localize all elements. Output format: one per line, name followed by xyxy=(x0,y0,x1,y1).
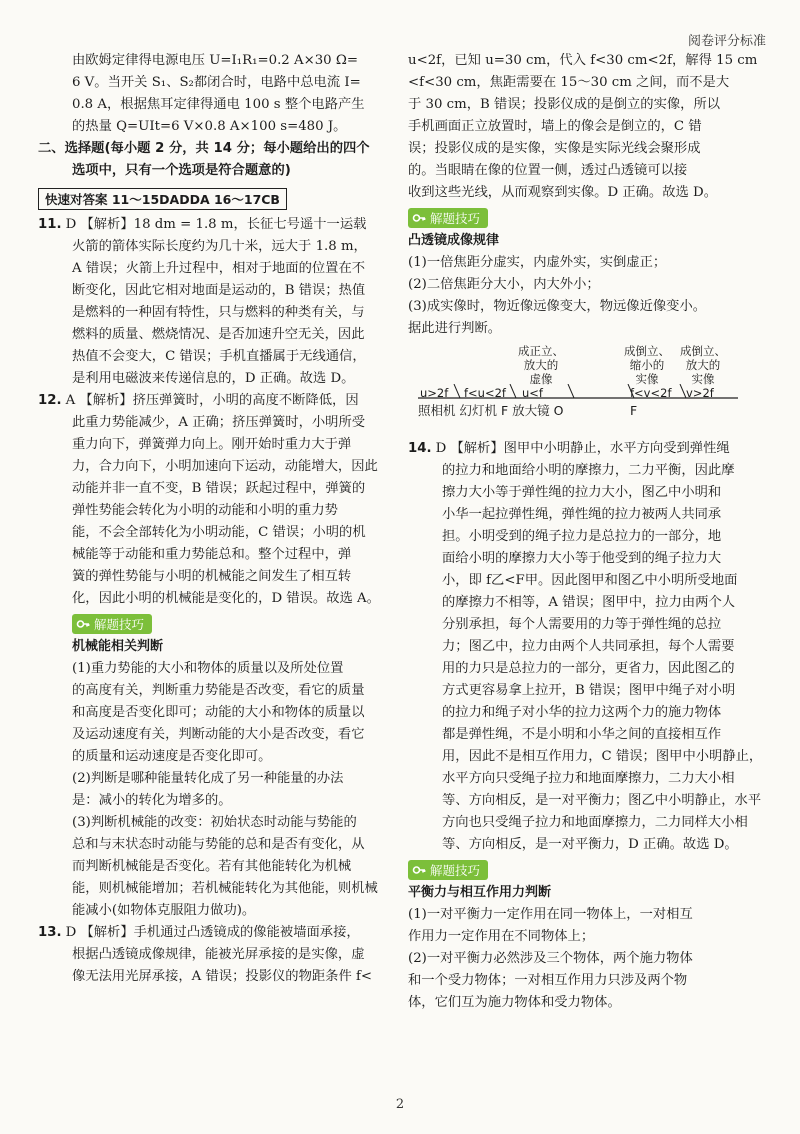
q14-line: 面给小明的摩擦力大小等于他受到的绳子拉力大 xyxy=(442,551,722,566)
q12-head-text: A 【解析】挤压弹簧时，小明的高度不断降低，因 xyxy=(65,393,359,408)
tip1-line: 能减小(如物体克服阻力做功)。 xyxy=(72,903,256,918)
q13-cont-line: 收到这些光线，从而观察到实像。D 正确。故选 D。 xyxy=(408,185,718,200)
tip1-line: 和高度是否变化即可；动能的大小和物体的质量以 xyxy=(72,705,365,720)
tip3-line: 作用力一定作用在不同物体上； xyxy=(408,929,595,944)
page-number: 2 xyxy=(395,1097,405,1112)
tip1-line: (3)判断机械能的改变：初始状态时动能与势能的 xyxy=(72,815,357,830)
q11-head-text: D 【解析】18 dm = 1.8 m，长征七号遥十一运载 xyxy=(65,217,367,232)
tip-badge-label: 解题技巧 xyxy=(430,863,481,878)
key-icon xyxy=(76,617,90,631)
q14-line: 方式更容易拿上拉开，B 错误；图甲中绳子对小明 xyxy=(442,683,736,698)
tip1-line: (2)判断是哪种能量转化成了另一种能量的办法 xyxy=(72,771,344,786)
q14-line: 擦力大小等于弹性绳的拉力大小，图乙中小明和 xyxy=(442,485,722,500)
q13-cont-line: 的。当眼睛在像的位置一侧，透过凸透镜可以接 xyxy=(408,163,688,178)
q13-number: 13. xyxy=(38,925,62,940)
q11-line: A 错误；火箭上升过程中，相对于地面的位置在不 xyxy=(72,261,366,276)
quick-answer-box: 快速对答案 11～15DADDA 16～17CB xyxy=(38,188,287,210)
q14-line: 方向也只受绳子拉力和地面摩擦力，二力同样大小相 xyxy=(442,815,748,830)
q14-line: 用的力只是总拉力的一部分，更省力，因此图乙的 xyxy=(442,661,735,676)
q13-cont-line: 误；投影仪成的是实像，实像是实际光线会聚形成 xyxy=(408,141,701,156)
intro-text xyxy=(38,50,388,138)
q14-number: 14. xyxy=(408,441,432,456)
key-icon xyxy=(412,211,426,225)
tip3-line: 体，它们互为施力物体和受力物体。 xyxy=(408,995,621,1010)
q12-line: 重力向下，弹簧弹力向上。刚开始时重力大于弹 xyxy=(72,437,352,452)
q11-line: 火箭的箭体实际长度约为几十米，远大于 1.8 m， xyxy=(72,239,367,254)
q14-line: 分别承担，每个人需要用的力等于弹性绳的总拉 xyxy=(442,617,722,632)
tip-badge-label: 解题技巧 xyxy=(94,617,145,632)
seg-u-lt-f: u<f xyxy=(522,386,543,400)
q12-line: 化，因此小明的机械能是变化的，D 错误。故选 A。 xyxy=(72,591,380,606)
right-column xyxy=(408,50,764,1014)
q12-body xyxy=(38,412,388,610)
q14-line: 的摩擦力不相等，A 错误；图甲中，拉力由两个人 xyxy=(442,595,736,610)
q14-line: 的拉力和绳子对小华的拉力这两个力的施力物体 xyxy=(442,705,722,720)
q12-line: 动能并非一直不变，B 错误；跃起过程中，弹簧的 xyxy=(72,481,366,496)
q14-line: 用，因此不是相互作用力，C 错误；图甲中小明静止， xyxy=(442,749,763,764)
q12-line: 力，合力向下，小明加速向下运动，动能增大，因此 xyxy=(72,459,378,474)
q13-cont-line: u<2f，已知 u=30 cm，代入 f<30 cm<2f，解得 15 cm xyxy=(408,53,758,68)
tip1-line: 及运动速度有关，判断动能的大小是否改变，看它 xyxy=(72,727,365,742)
q12-head xyxy=(38,390,388,412)
q11-line: 是利用电磁波来传递信息的，D 正确。故选 D。 xyxy=(72,371,355,386)
tip1-line: (1)重力势能的大小和物体的质量以及所处位置 xyxy=(72,661,344,676)
q12-line: 簧的弹性势能与小明的机械能之间发生了相互转 xyxy=(72,569,352,584)
q13-cont-line: 手机画面正立放置时，墙上的像会是倒立的，C 错 xyxy=(408,119,702,134)
intro-line: 由欧姆定律得电源电压 U=I₁R₁=0.2 A×30 Ω= xyxy=(72,53,359,68)
seg-v-gt-2f: v>2f xyxy=(686,386,714,400)
tip-badge-label: 解题技巧 xyxy=(430,211,481,226)
tip3-title: 平衡力与相互作用力判断 xyxy=(408,885,552,900)
q13-head xyxy=(38,922,388,944)
q13-cont-line: <f<30 cm，焦距需要在 15～30 cm 之间，而不是大 xyxy=(408,75,730,90)
q11-head xyxy=(38,214,388,236)
tip1-block xyxy=(38,610,388,922)
q12-line: 此重力势能减少，A 正确；挤压弹簧时，小明所受 xyxy=(72,415,366,430)
intro-line: 6 V。当开关 S₁、S₂都闭合时，电路中总电流 I= xyxy=(72,75,361,90)
tip1-line: 总和与末状态时动能与势能的总和是否有变化，从 xyxy=(72,837,365,852)
q14-line: 都是弹性绳，不是小明和小华之间的直接相互作 xyxy=(442,727,722,742)
q11-number: 11. xyxy=(38,217,62,232)
q13-head-text: D 【解析】手机通过凸透镜成的像能被墙面承接， xyxy=(65,925,360,940)
seg-f-v-2f: f<v<2f xyxy=(630,386,672,400)
q13-continued xyxy=(408,50,764,204)
diagram-label-real-small: 成倒立、 缩小的 实像 xyxy=(624,344,670,386)
diagram-focal-right: F xyxy=(630,403,638,418)
tip3-line: 和一个受力物体；一对相互作用力只涉及两个物 xyxy=(408,973,688,988)
tip3-line: (1)一对平衡力一定作用在同一物体上，一对相互 xyxy=(408,907,693,922)
tip1-line: 能，则机械能增加；若机械能转化为其他能，则机械 xyxy=(72,881,378,896)
key-icon xyxy=(412,863,426,877)
q14-line: 力；图乙中，拉力由两个人共同承担，每个人需要 xyxy=(442,639,735,654)
tip-badge xyxy=(408,208,488,228)
tip1-line: 是：减小的转化为增多的。 xyxy=(72,793,232,808)
q14-line: 的拉力和地面给小明的摩擦力，二力平衡，因此摩 xyxy=(442,463,735,478)
q14-line: 小，即 f乙<F甲。因此图甲和图乙中小明所受地面 xyxy=(442,573,738,588)
q12-line: 弹性势能会转化为小明的动能和小明的重力势 xyxy=(72,503,338,518)
q11-body xyxy=(38,236,388,390)
q14-line: 担。小明受到的绳子拉力是总拉力的一部分，地 xyxy=(442,529,722,544)
tip1-title: 机械能相关判断 xyxy=(72,639,164,654)
q11-line: 断变化，因此它相对地面是运动的，B 错误；热值 xyxy=(72,283,366,298)
q12-line: 械能等于动能和重力势能总和。整个过程中，弹 xyxy=(72,547,352,562)
q11-line: 是燃料的一种固有特性，只与燃料的种类有关，与 xyxy=(72,305,365,320)
q14-body xyxy=(408,460,764,856)
diagram-bottom-labels: 照相机 幻灯机 F 放大镜 O xyxy=(418,403,564,418)
seg-f-u-2f: f<u<2f xyxy=(464,386,506,400)
q11-line: 燃料的质量、燃烧情况、是否加速升空无关，因此 xyxy=(72,327,365,342)
q12-number: 12. xyxy=(38,393,62,408)
q14-line: 水平方向只受绳子拉力和地面摩擦力，二力大小相 xyxy=(442,771,735,786)
q14-line: 等、方向相反，是一对平衡力，D 正确。故选 D。 xyxy=(442,837,738,852)
q14-line: 等、方向相反，是一对平衡力；图乙中小明静止，水平 xyxy=(442,793,762,808)
tip2-title: 凸透镜成像规律 xyxy=(408,233,500,248)
tip1-line: 而判断机械能是否变化。若有其他能转化为机械 xyxy=(72,859,352,874)
tip-badge xyxy=(72,614,152,634)
tip1-line: 的质量和运动速度是否变化即可。 xyxy=(72,749,272,764)
seg-u-gt-2f: u>2f xyxy=(420,386,449,400)
q14-head-text: D 【解析】图甲中小明静止，水平方向受到弹性绳 xyxy=(435,441,730,456)
tip2-line: 据此进行判断。 xyxy=(408,321,502,336)
q11-line: 热值不会变大，C 错误；手机直播属于无线通信， xyxy=(72,349,366,364)
tip1-line: 的高度有关，判断重力势能是否改变，看它的质量 xyxy=(72,683,365,698)
tip3-line: (2)一对平衡力必然涉及三个物体，两个施力物体 xyxy=(408,951,693,966)
intro-line: 0.8 A，根据焦耳定律得通电 100 s 整个电路产生 xyxy=(72,97,365,112)
diagram-label-real-large: 成倒立、 放大的 实像 xyxy=(680,344,726,386)
q13-line: 根据凸透镜成像规律，能被光屏承接的是实像，虚 xyxy=(72,947,365,962)
left-column xyxy=(38,50,388,988)
q13-cont-line: 于 30 cm，B 错误；投影仪成的是倒立的实像，所以 xyxy=(408,97,721,112)
tip2-line: (2)二倍焦距分大小，内大外小； xyxy=(408,277,600,292)
q13-body xyxy=(38,944,388,988)
tip2-line: (3)成实像时，物近像远像变大，物远像近像变小。 xyxy=(408,299,707,314)
q14-line: 小华一起拉弹性绳，弹性绳的拉力被两人共同承 xyxy=(442,507,722,522)
q14-head xyxy=(408,438,764,460)
page-header: 阅卷评分标准 xyxy=(687,34,766,49)
section-title-cont: 选项中，只有一个选项是符合题意的) xyxy=(72,163,291,178)
section-title: 二、选择题(每小题 2 分，共 14 分；每小题给出的四个 xyxy=(38,141,370,156)
q13-line: 像无法用光屏承接，A 错误；投影仪的物距条件 f< xyxy=(72,969,373,984)
lens-imaging-diagram xyxy=(418,344,764,432)
tip-badge xyxy=(408,860,488,880)
tip2-line: (1)一倍焦距分虚实，内虚外实，实倒虚正； xyxy=(408,255,667,270)
intro-line: 的热量 Q=UIt=6 V×0.8 A×100 s=480 J。 xyxy=(72,119,347,134)
diagram-label-virtual: 成正立、 放大的 虚像 xyxy=(518,344,564,386)
q12-line: 能，不会全部转化为小明动能，C 错误；小明的机 xyxy=(72,525,366,540)
